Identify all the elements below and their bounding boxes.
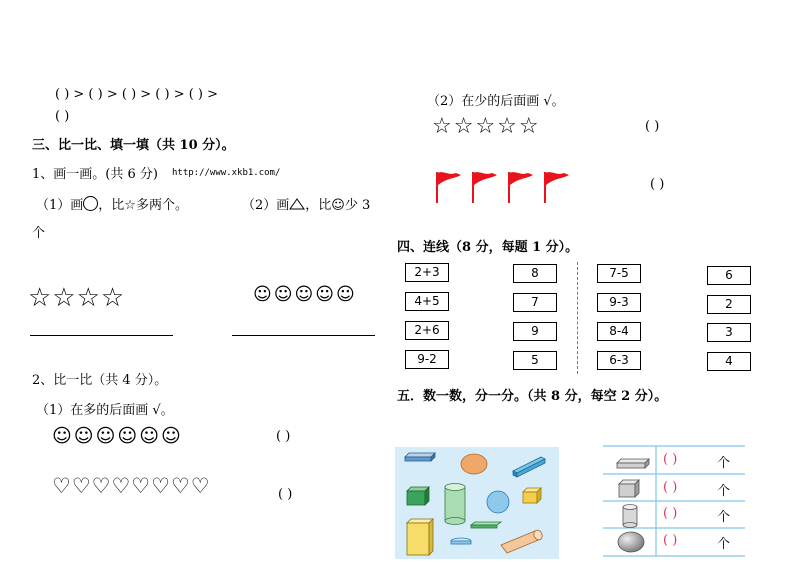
red-flag-icon xyxy=(470,170,500,204)
value-box[interactable]: 9 xyxy=(513,322,557,341)
q1-2-text-c: 少 3 xyxy=(344,198,371,213)
unit-cuboid: 个 xyxy=(717,456,731,471)
cuboid-icon xyxy=(603,444,604,445)
value-box[interactable]: 8 xyxy=(513,264,557,283)
expr-box[interactable]: 8-4 xyxy=(597,322,641,341)
section5-title: 五．数一数，分一分。（共 8 分，每空 2 分）。 xyxy=(397,389,668,404)
paren-stars[interactable]: ( ) xyxy=(645,119,660,134)
circle-icon xyxy=(83,196,98,211)
unit-cylinder: 个 xyxy=(717,510,731,525)
value-box[interactable]: 2 xyxy=(707,295,751,314)
count-table xyxy=(603,444,745,558)
paren-cylinder[interactable]: ( ) xyxy=(663,506,678,521)
value-box[interactable]: 3 xyxy=(707,323,751,342)
q1-2-line xyxy=(242,194,370,214)
red-flag-icon xyxy=(506,170,536,204)
stars-five: ☆☆☆☆☆ xyxy=(432,114,541,139)
smileys-six: ☺☺☺☺☺☺ xyxy=(52,425,183,447)
value-box[interactable]: 5 xyxy=(513,351,557,370)
q1-2-text-b: ，比 xyxy=(305,198,332,213)
section4-title: 四、连线（8 分，每题 1 分）。 xyxy=(397,240,579,255)
q1-1-line xyxy=(36,194,188,213)
section3-title: 三、比一比、填一填（共 10 分）。 xyxy=(32,138,235,153)
expr-box[interactable]: 9-3 xyxy=(597,293,641,312)
red-flag-icon xyxy=(434,170,464,204)
unit-sphere: 个 xyxy=(717,537,731,552)
red-flag-icon xyxy=(542,170,572,204)
shapes-picture xyxy=(395,447,559,559)
expr-box[interactable]: 9-2 xyxy=(405,350,449,369)
q1-2-text-a: （2）画 xyxy=(242,198,290,213)
expr-box[interactable]: 2+3 xyxy=(405,263,449,282)
smiley-icon: ☺ xyxy=(331,198,345,213)
paren-sphere[interactable]: ( ) xyxy=(663,533,678,548)
q1-2-unit: 个 xyxy=(32,226,46,241)
stars-row: ☆☆☆☆ xyxy=(28,283,126,313)
flags-row xyxy=(434,170,594,204)
star-icon: ☆ xyxy=(124,198,136,213)
order-blanks-row: ( ) > ( ) > ( ) > ( ) > ( ) > xyxy=(55,87,219,102)
expr-box[interactable]: 6-3 xyxy=(597,351,641,370)
value-box[interactable]: 4 xyxy=(707,352,751,371)
smileys-row: ☺☺☺☺☺ xyxy=(253,284,357,305)
q1-title: 1、画一画。(共 6 分) xyxy=(32,167,158,182)
expr-box[interactable]: 7-5 xyxy=(597,264,641,283)
q1-1-text-b: ，比 xyxy=(98,198,125,213)
paren-hearts[interactable]: ( ) xyxy=(278,487,293,502)
expr-box[interactable]: 2+6 xyxy=(405,321,449,340)
answer-line-left xyxy=(30,335,173,336)
watermark-url: http://www.xkb1.com/ xyxy=(172,168,281,178)
match-divider xyxy=(577,262,578,374)
value-box[interactable]: 6 xyxy=(707,266,751,285)
order-blank-last: ( ) xyxy=(55,109,70,124)
value-box[interactable]: 7 xyxy=(513,293,557,312)
hearts-eight: ♡♡♡♡♡♡♡♡ xyxy=(52,474,211,498)
expr-box[interactable]: 4+5 xyxy=(405,292,449,311)
paren-flags[interactable]: ( ) xyxy=(650,177,665,192)
answer-line-right xyxy=(232,335,375,336)
triangle-icon xyxy=(289,198,305,214)
q2-title: 2、比一比（共 4 分）。 xyxy=(32,373,168,388)
q2-2-title: （2）在少的后面画 √。 xyxy=(427,94,565,109)
q2-1-title: （1）在多的后面画 √。 xyxy=(36,403,174,418)
paren-cube[interactable]: ( ) xyxy=(663,480,678,495)
paren-smileys[interactable]: ( ) xyxy=(276,429,291,444)
q1-1-text-a: （1）画 xyxy=(36,198,84,213)
unit-cube: 个 xyxy=(717,484,731,499)
q1-1-text-c: 多两个。 xyxy=(135,198,188,213)
paren-cuboid[interactable]: ( ) xyxy=(663,452,678,467)
